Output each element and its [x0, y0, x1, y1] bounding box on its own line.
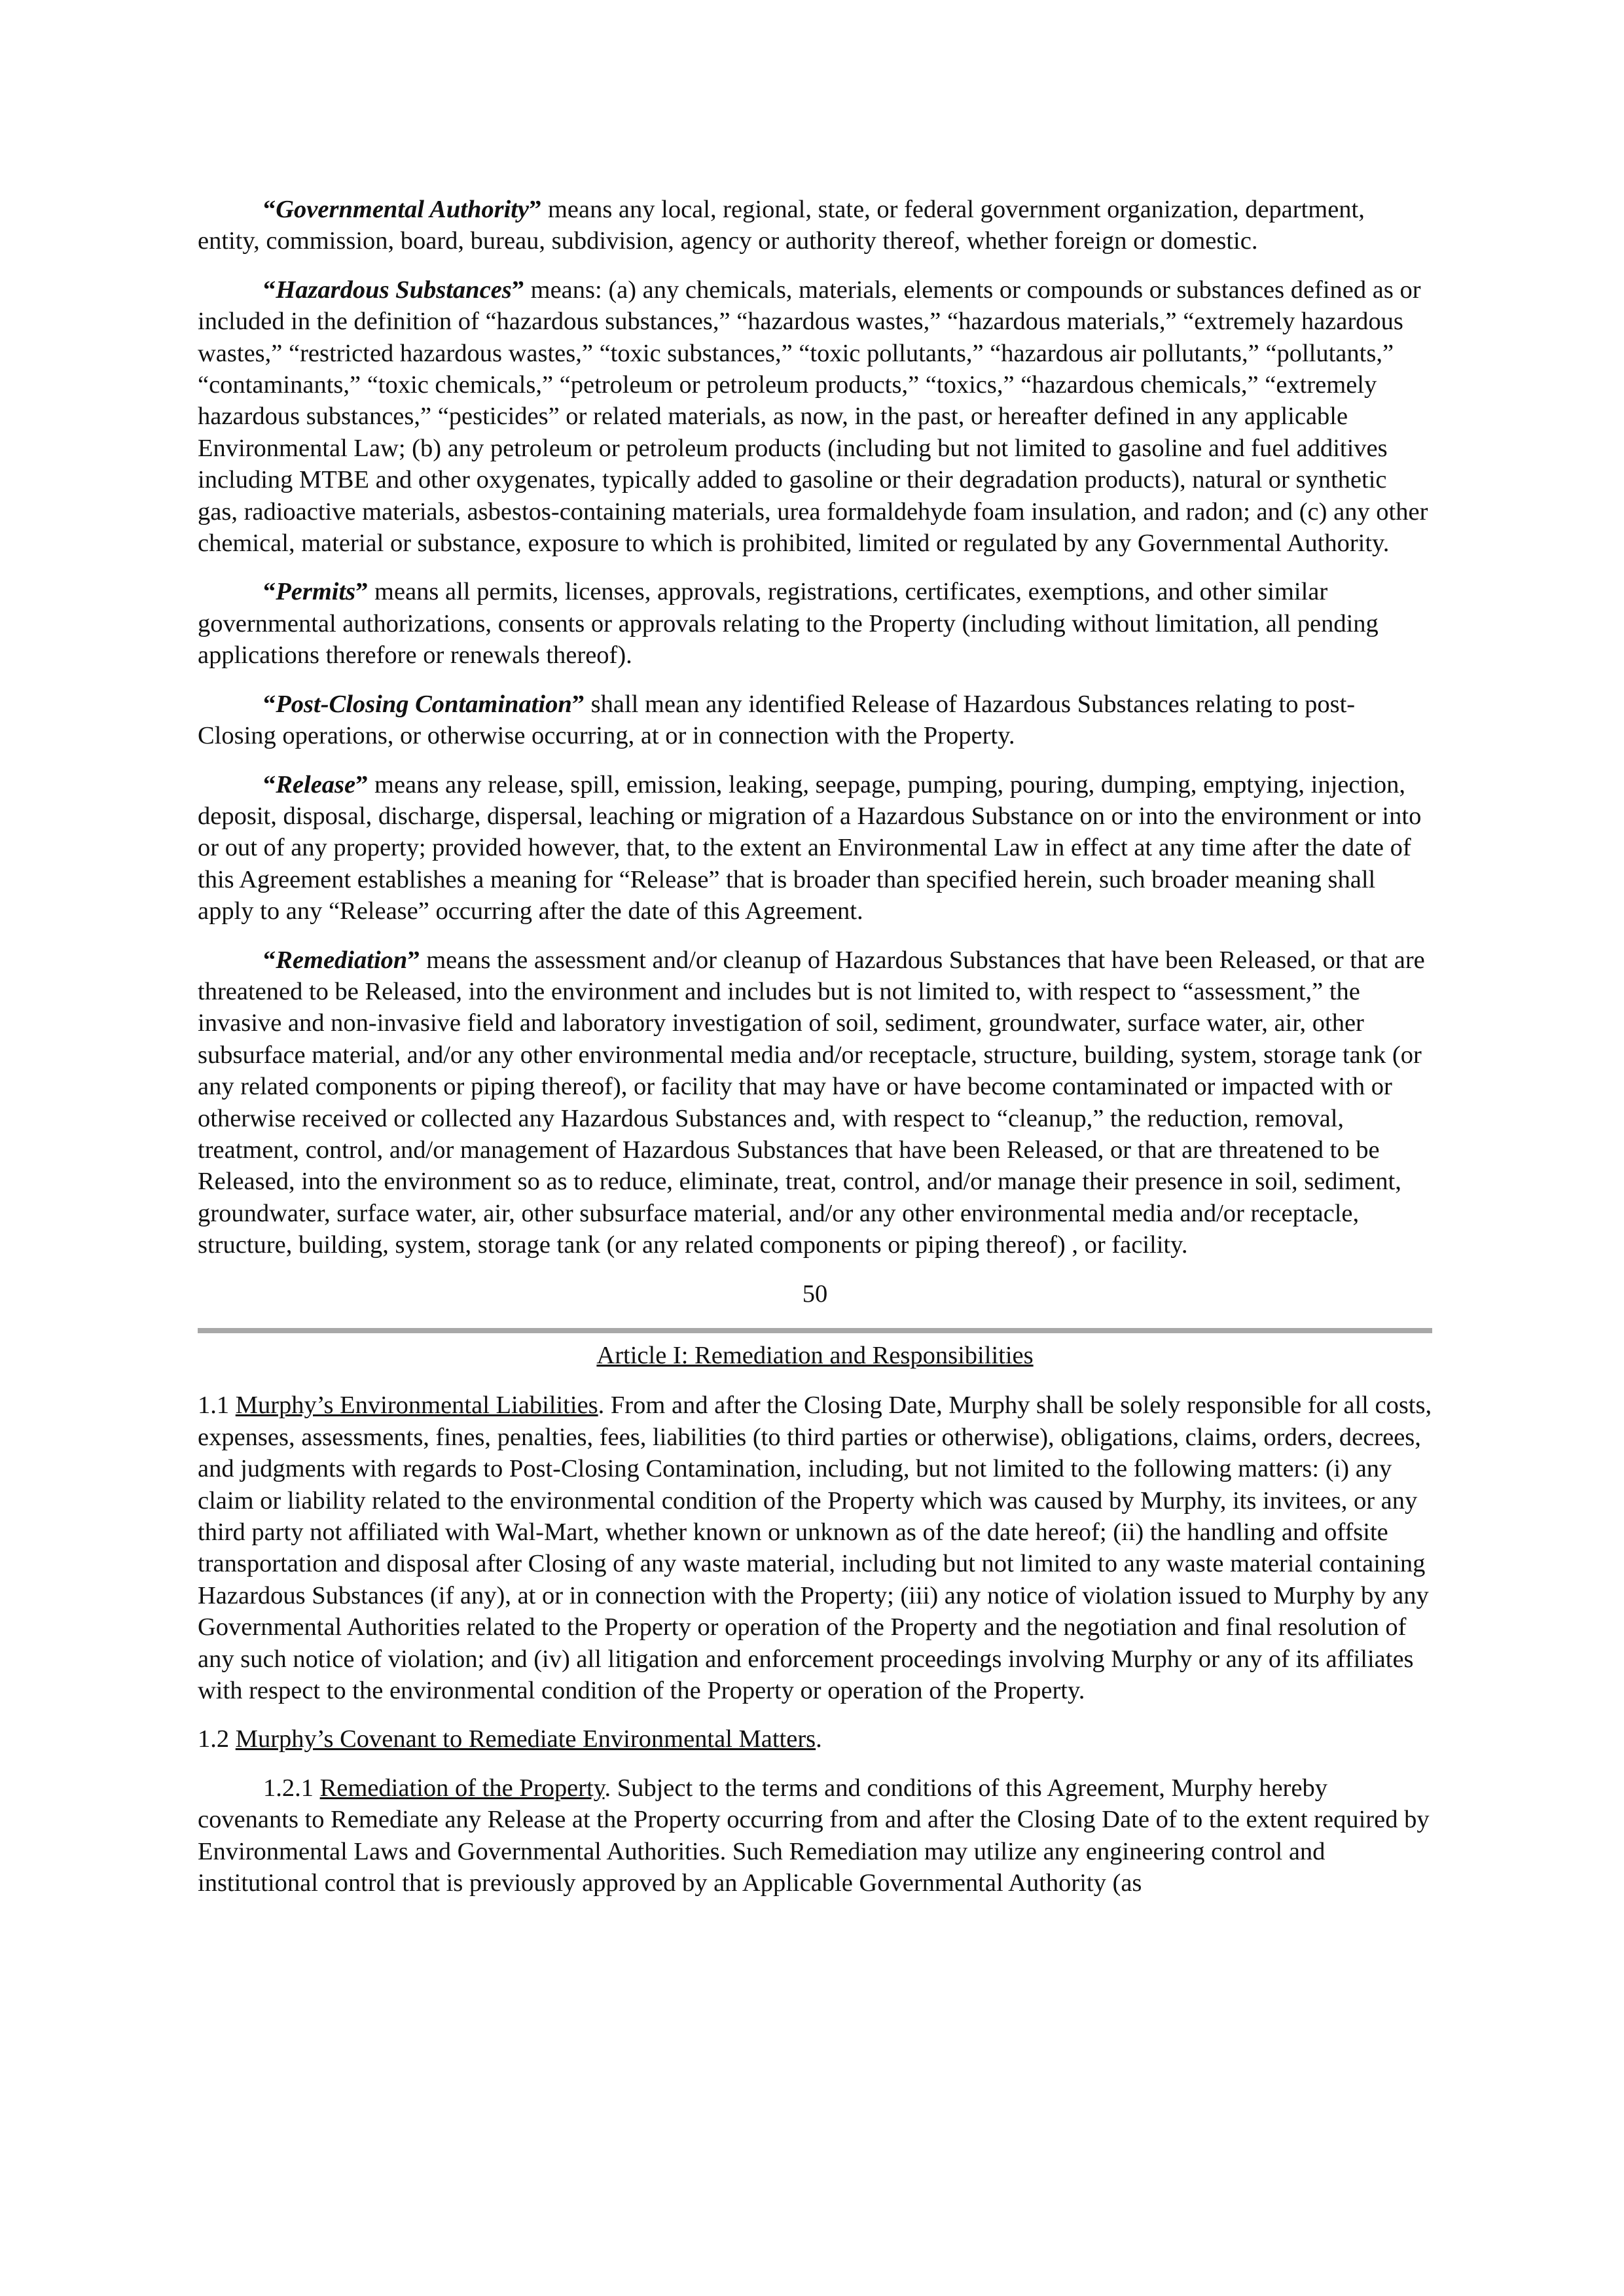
definition-term: Remediation [276, 946, 408, 974]
section-number: 1.2 [198, 1725, 236, 1753]
definition-close-quote: ” [511, 276, 525, 304]
definition-term: Permits [276, 578, 356, 606]
definition-term: Release [276, 770, 356, 798]
section-1-2-1 [198, 1772, 1432, 1899]
definition-text: means the assessment and/or cleanup of Hazardous Substances that have been Released, or that are threatened to be Released, into the environment and includes but is not limited to, with respect to “assessment,” the invasive and non-invasive field and laboratory investigation of soil, sediment, groundwater, surface water, air, other subsurface material, and/or any other environmental media and/or receptacle, structure, building, system, storage tank (or any related components or piping thereof), or facility that may have or have become contaminated or impacted with or otherwise received or collected any Hazardous Substances and, with respect to “cleanup,” the reduction, removal, treatment, control, and/or management of Hazardous Substances that have been Released, or that are threatened to be Released, into the environment so as to reduce, eliminate, treat, control, and/or manage their presence in soil, sediment, groundwater, surface water, air, other subsurface material, and/or any other environmental media and/or receptacle, structure, building, system, storage tank (or any related components or piping thereof) , or facility. [198, 946, 1425, 1259]
definition-text: means any local, regional, state, or federal government organization, department, entity, commission, board, bureau, subdivision, agency or authority thereof, whether foreign or domestic. [198, 196, 1365, 255]
section-1-1 [198, 1390, 1432, 1706]
definition-governmental-authority [198, 194, 1432, 257]
section-number: 1.1 [198, 1391, 236, 1420]
definition-open-quote: “ [263, 196, 276, 223]
definition-text: means all permits, licenses, approvals, registrations, certificates, exemptions, and other similar governmental authorizations, consents or approvals relating to the Property (including without limitation, all pending applications therefore or renewals thereof). [198, 578, 1379, 670]
definition-text: means: (a) any chemicals, materials, elements or compounds or substances defined as or included in the definition of “hazardous substances,” “hazardous wastes,” “hazardous materials,” “extremely hazardous wastes,” “restricted hazardous wastes,” “toxic substances,” “toxic pollutants,” “hazardous air pollutants,” “pollutants,” “contaminants,” “toxic chemicals,” “petroleum or petroleum products,” “toxics,” “hazardous chemicals,” “extremely hazardous substances,” “pesticides” or related materials, as now, in the past, or hereafter defined in any applicable Environmental Law; (b) any petroleum or petroleum products (including but not limited to gasoline and fuel additives including MTBE and other oxygenates, typically added to gasoline or their degradation products), natural or synthetic gas, radioactive materials, asbestos-containing materials, urea formaldehyde foam insulation, and radon; and (c) any other chemical, material or substance, exposure to which is prohibited, limited or regulated by any Governmental Authority. [198, 276, 1428, 558]
section-title: Murphy’s Covenant to Remediate Environmental Matters [235, 1725, 816, 1753]
definition-open-quote: “ [263, 578, 276, 606]
definition-remediation [198, 944, 1432, 1261]
definition-term: Governmental Authority [276, 196, 530, 223]
article-heading: Article I: Remediation and Responsibilities [596, 1342, 1034, 1369]
definition-text: means any release, spill, emission, leaking, seepage, pumping, pouring, dumping, emptying, injection, deposit, disposal, discharge, dispersal, leaching or migration of a Hazardous Substance on or into the environment or into or out of any property; provided however, that, to the extent an Environmental Law in effect at any time after the date of this Agreement establishes a meaning for “Release” that is broader than specified herein, such broader meaning shall apply to any “Release” occurring after the date of this Agreement. [198, 770, 1422, 925]
definition-close-quote: ” [355, 578, 369, 606]
definition-close-quote: ” [571, 690, 585, 718]
definition-term: Post-Closing Contamination [276, 690, 572, 718]
definition-close-quote: ” [529, 196, 542, 223]
document-page [198, 194, 1432, 1916]
definition-open-quote: “ [263, 690, 276, 718]
definition-term: Hazardous Substances [276, 276, 512, 304]
section-text: . Subject to the terms and conditions of this Agreement, Murphy hereby covenants to Remediate any Release at the Property occurring from and after the Closing Date of to the extent required by Environmental Laws and Governmental Authorities. Such Remediation may utilize any engineering control and institutional control that is previously approved by an Applicable Governmental Authority (as [198, 1774, 1430, 1897]
definition-open-quote: “ [263, 946, 276, 974]
page-divider [198, 1328, 1432, 1333]
section-text: . [816, 1725, 822, 1753]
page-number: 50 [802, 1280, 828, 1308]
definition-text: shall mean any identified Release of Hazardous Substances relating to post-Closing operations, or otherwise occurring, at or in connection with the Property. [198, 690, 1356, 750]
definition-permits [198, 576, 1432, 671]
definition-open-quote: “ [263, 770, 276, 798]
section-title: Murphy’s Environmental Liabilities [235, 1391, 598, 1420]
section-1-2 [198, 1723, 1432, 1755]
definition-open-quote: “ [263, 276, 276, 304]
definition-hazardous-substances [198, 274, 1432, 560]
section-number: 1.2.1 [263, 1774, 320, 1802]
definition-close-quote: ” [355, 770, 369, 798]
section-title: Remediation of the Property [319, 1774, 605, 1802]
definition-release [198, 769, 1432, 927]
definition-close-quote: ” [407, 946, 420, 974]
section-text: . From and after the Closing Date, Murphy shall be solely responsible for all costs, expenses, assessments, fines, penalties, fees, liabilities (to third parties or otherwise), obligations, claims, orders, decrees, and judgments with regards to Post-Closing Contamination, including, but not limited to the following matters: (i) any claim or liability related to the environmental condition of the Property which was caused by Murphy, its invitees, or any third party not affiliated with Wal-Mart, whether known or unknown as of the date hereof; (ii) the handling and offsite transportation and disposal after Closing of any waste material, including but not limited to any waste material containing Hazardous Substances (if any), at or in connection with the Property; (iii) any notice of violation issued to Murphy by any Governmental Authorities related to the Property or operation of the Property and the negotiation and final resolution of any such notice of violation; and (iv) all litigation and enforcement proceedings involving Murphy or any of its affiliates with respect to the environmental condition of the Property or operation of the Property. [198, 1391, 1432, 1705]
definition-post-closing-contamination [198, 689, 1432, 752]
